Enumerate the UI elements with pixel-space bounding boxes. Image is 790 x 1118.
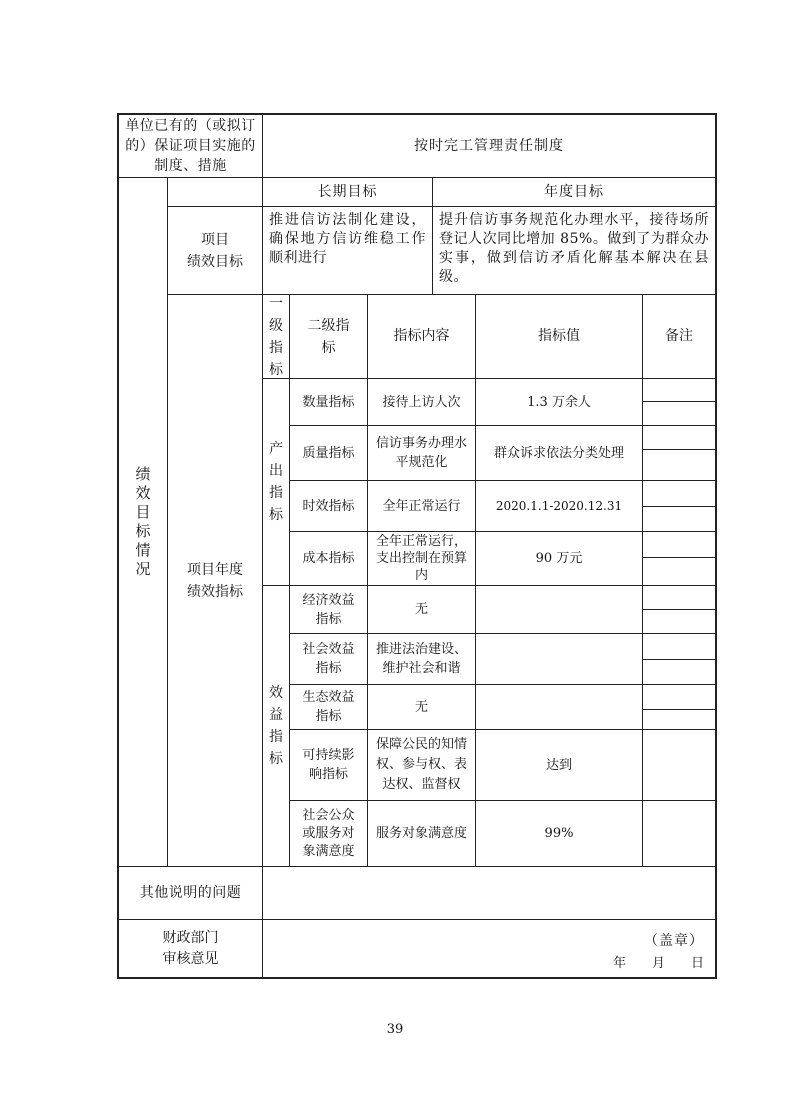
- benefit-value: [476, 586, 642, 633]
- benefit-value: 99%: [544, 826, 574, 841]
- benefit-content: 推进法治建设、维护社会和谐: [375, 642, 467, 676]
- benefit-level2: 可持续影响指标: [302, 748, 355, 782]
- benefit-value: 达到: [545, 757, 572, 773]
- annual-header: 年度目标: [544, 183, 604, 200]
- benefit-level2: 社会公众或服务对象满意度: [302, 807, 355, 859]
- level2-header: 二级指标: [307, 317, 350, 356]
- level1-header: 一级指标: [269, 295, 283, 378]
- benefit-level2: 生态效益指标: [302, 690, 355, 724]
- output-content: 接待上访人次: [382, 394, 461, 410]
- output-level2: 质量指标: [302, 445, 355, 461]
- page-number: 39: [386, 1022, 404, 1037]
- value-header: 指标值: [538, 328, 580, 344]
- benefit-level2: 经济效益指标: [302, 592, 355, 627]
- output-level2: 数量指标: [302, 394, 355, 410]
- output-value: 1.3 万余人: [527, 394, 591, 410]
- output-level2: 时效指标: [302, 498, 355, 514]
- annual-indicator-label: 项目年度 绩效指标: [187, 561, 243, 600]
- performance-table: [117, 113, 717, 979]
- benefit-content: 无: [414, 699, 428, 715]
- benefit-level2: 社会效益指标: [302, 642, 355, 676]
- note-header: 备注: [665, 328, 693, 344]
- output-content: 信访事务办理水平规范化: [376, 436, 468, 470]
- output-group-label: 产出指标: [269, 441, 283, 523]
- output-level2: 成本指标: [302, 551, 355, 566]
- finance-review-label: 财政部门 审核意见: [162, 929, 219, 967]
- benefit-content: 服务对象满意度: [376, 826, 468, 841]
- long-term-header: 长期目标: [317, 183, 378, 200]
- output-value: 群众诉求依法分类处理: [493, 445, 624, 461]
- project-goal-label: 项目 绩效目标: [187, 231, 243, 270]
- date-text: 年 月 日: [612, 955, 704, 971]
- output-value: 2020.1.1-2020.12.31: [495, 498, 623, 513]
- benefit-group-label: 效益指标: [269, 685, 283, 767]
- output-value: 90 万元: [535, 551, 583, 566]
- output-content: 全年正常运行，支出控制在预算内: [375, 534, 467, 583]
- benefit-content: 无: [414, 602, 428, 617]
- long-term-goal-text: 推进信访法制化建设，确保地方信访维稳工作顺利进行: [269, 212, 426, 266]
- seal-text: （盖章）: [644, 932, 704, 949]
- benefit-content: 保障公民的知情权、参与权、表达权、监督权: [375, 737, 467, 792]
- content-header: 指标内容: [393, 328, 450, 344]
- performance-section-label: 绩效目标情况: [135, 465, 151, 578]
- other-notes-label: 其他说明的问题: [139, 884, 242, 901]
- measures-value: 按时完工管理责任制度: [414, 137, 564, 154]
- annual-goal-text: 提升信访事务规范化办理水平，接待场所登记人次同比增加 85%。做到了为群众办实事，做到信访矛盾化解基本解决在县级。: [439, 212, 709, 285]
- output-content: 全年正常运行: [382, 498, 461, 514]
- benefit-value: [476, 634, 642, 684]
- benefit-value: [476, 685, 642, 729]
- measures-label: 单位已有的（或拟订的）保证项目实施的制度、措施: [125, 118, 256, 174]
